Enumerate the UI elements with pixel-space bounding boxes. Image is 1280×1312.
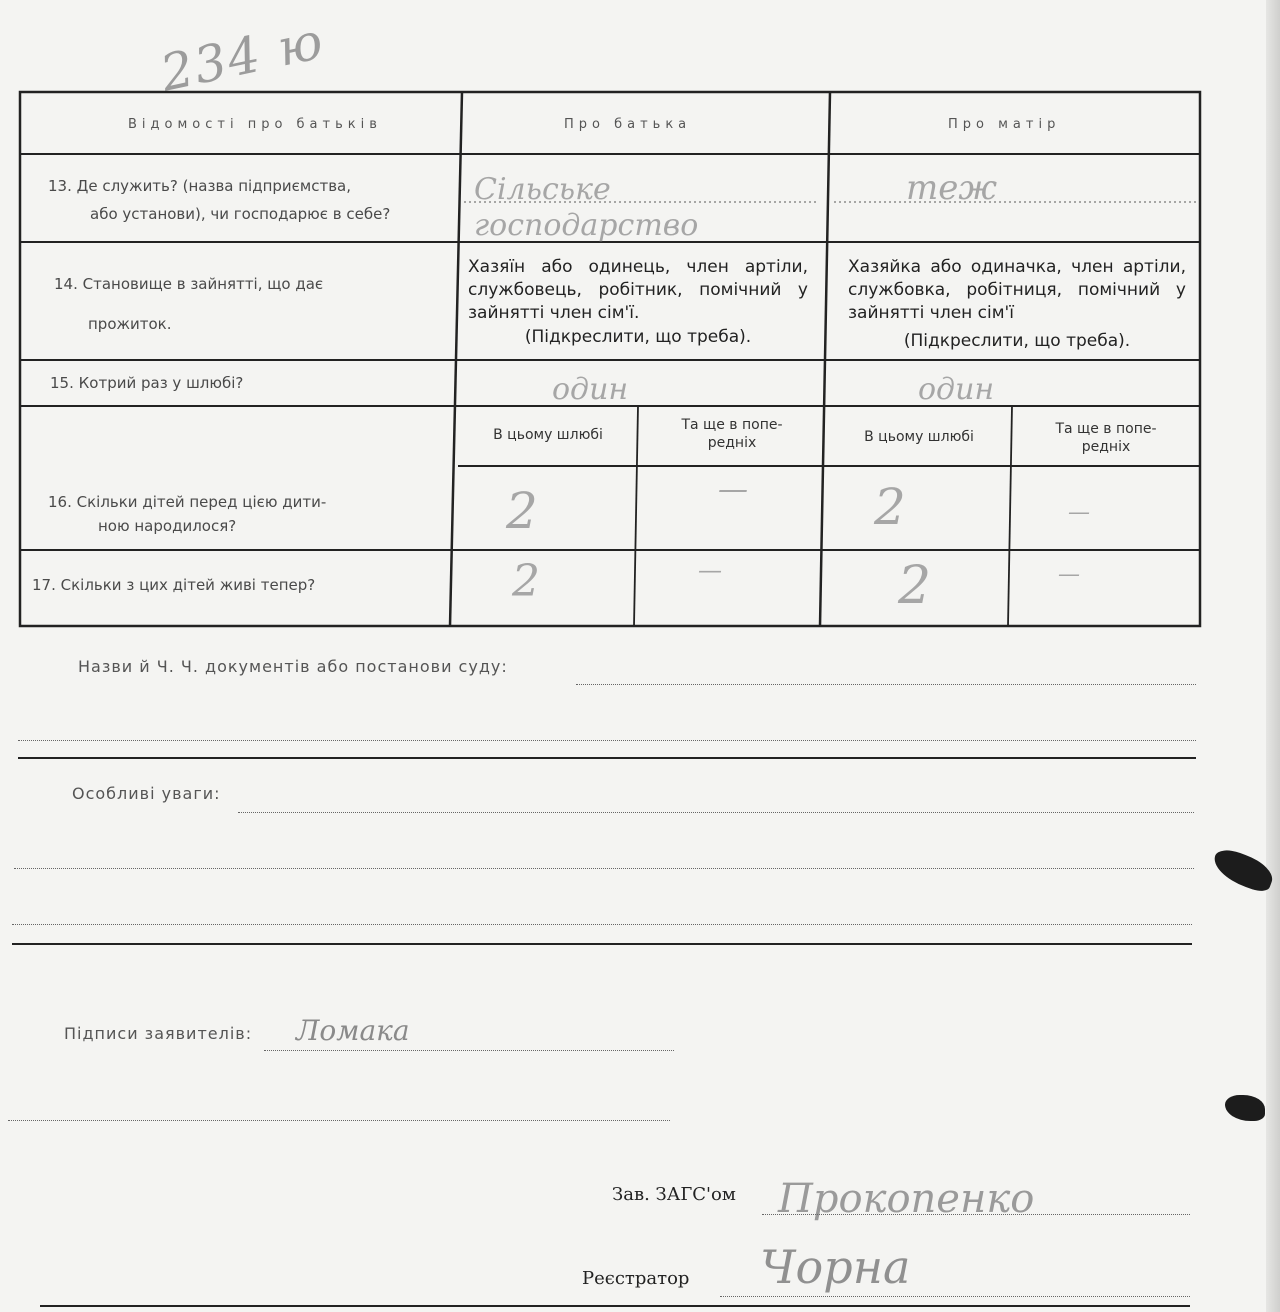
documents-dotted-line (576, 684, 1196, 685)
q16-mother-this: 2 (874, 478, 906, 536)
page-edge (1266, 0, 1280, 1312)
parents-info-table (18, 90, 1202, 628)
q16-father-this: 2 (506, 482, 538, 540)
q14-mother-note: (Підкреслити, що треба). (903, 331, 1131, 351)
q13-label-line1: 13. Де служить? (назва підприємства, (48, 177, 352, 195)
q15-label: 15. Котрий раз у шлюбі? (50, 374, 244, 392)
remarks-dotted-line (12, 924, 1192, 925)
subheader-previous-line2: редніх (1081, 439, 1131, 455)
q15-father-answer: один (552, 372, 629, 407)
registrar-signature-line (720, 1296, 1190, 1297)
applicant-signature-line (8, 1120, 670, 1121)
q13-label-line2: або установи), чи господарює в себе? (90, 205, 391, 223)
paper-tear-mark (1225, 1095, 1265, 1121)
registrar-label: Реєстратор (582, 1268, 690, 1289)
q16-label-line2: ною народилося? (98, 517, 237, 535)
documents-label: Назви й Ч. Ч. документів або постанови суду: (78, 657, 508, 676)
q14-father-note: (Підкреслити, що треба). (524, 327, 752, 347)
q16-father-prev: — (718, 472, 748, 507)
subheader-mother-this-marriage: В цьому шлюбі (864, 429, 974, 445)
folio-number: 234 ю (155, 11, 330, 103)
q14-mother-options: Хазяйка або одиначка, член артіли, службовка, робітниця, помічний у зайнятті член сім'ї (848, 257, 1186, 323)
applicant-signatures-label: Підписи заявителів: (64, 1024, 253, 1043)
documents-dotted-line (18, 740, 1196, 741)
remarks-dotted-line (14, 868, 1194, 869)
remarks-label: Особливі уваги: (72, 784, 221, 803)
q17-mother-prev: — (1058, 562, 1080, 587)
subheader-father-this-marriage: В цьому шлюбі (493, 427, 603, 443)
subheader-father-previous (642, 416, 822, 452)
section-divider (18, 757, 1196, 759)
applicant-signature: Ломака (296, 1014, 410, 1047)
q15-mother-answer: один (918, 372, 995, 407)
subheader-previous-line1: Та ще в попе- (681, 417, 783, 433)
remarks-dotted-line (238, 812, 1194, 813)
q17-mother-this: 2 (898, 556, 932, 616)
subheader-mother-previous (1014, 420, 1198, 456)
head-registry-signature-line (762, 1214, 1190, 1215)
q14-father-options: Хазяїн або одинець, член артіли, службовець, робітник, помічний у зайнятті член сім'ї. (468, 257, 808, 323)
section-divider (40, 1305, 1190, 1307)
q13-mother-answer: теж (906, 168, 998, 208)
q17-father-this: 2 (512, 556, 540, 607)
q13-father-answer: Сільське господарство (474, 172, 699, 243)
q14-label-line1: 14. Становище в зайнятті, що дає (54, 275, 324, 293)
subheader-previous-line1: Та ще в попе- (1055, 421, 1157, 437)
q16-mother-prev: — (1068, 500, 1090, 525)
q14-label-line2: прожиток. (88, 315, 172, 333)
q16-label-line1: 16. Скільки дітей перед цією дити- (48, 493, 327, 511)
head-registry-label: Зав. ЗАГС'ом (612, 1184, 736, 1205)
q17-label: 17. Скільки з цих дітей живі тепер? (32, 576, 316, 594)
registrar-signature: Чорна (760, 1240, 911, 1294)
table-grid (18, 90, 1202, 628)
section-divider (12, 943, 1192, 945)
applicant-signature-line (264, 1050, 674, 1051)
head-registry-signature: Прокопенко (778, 1176, 1035, 1222)
header-info-about-parents: Відомості про батьків (128, 117, 382, 132)
q17-father-prev: — (698, 556, 722, 584)
subheader-previous-line2: редніх (707, 435, 757, 451)
header-about-mother: Про матір (948, 117, 1061, 132)
header-about-father: Про батька (564, 117, 692, 132)
